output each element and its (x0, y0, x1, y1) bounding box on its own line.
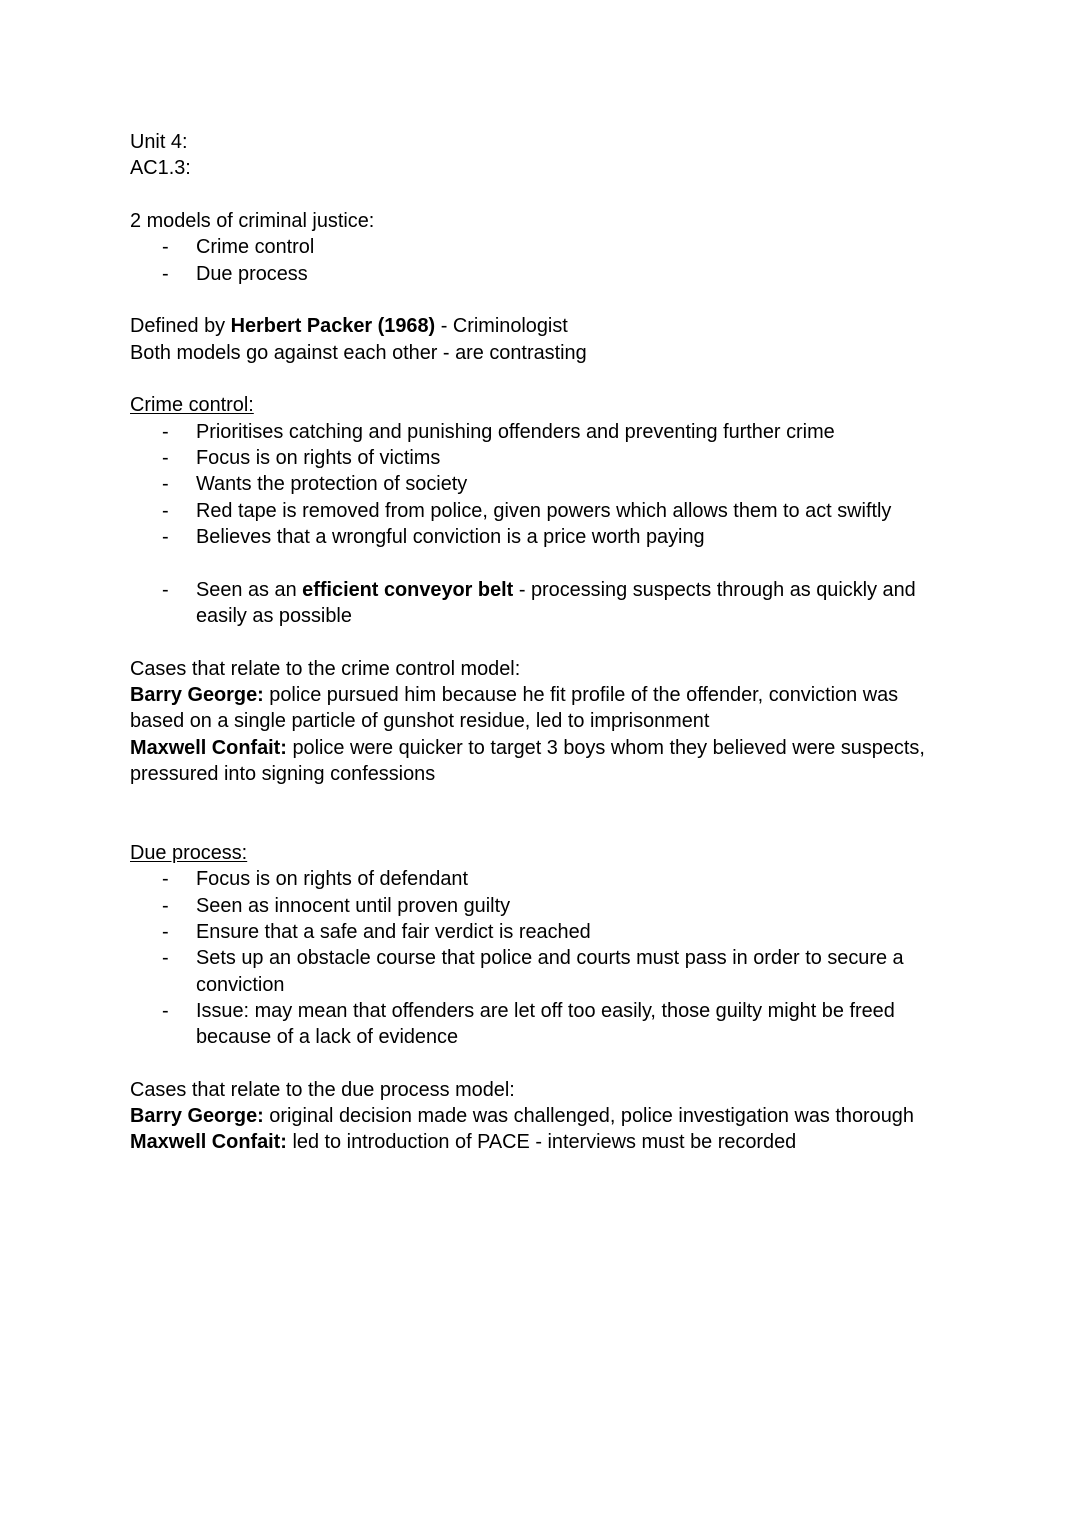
list-item-text: Due process (196, 262, 308, 285)
models-heading: 2 models of criminal justice: (130, 209, 375, 232)
contrast-line: Both models go against each other - are contrasting (130, 341, 587, 364)
list-item-text: Believes that a wrongful conviction is a price worth paying (196, 525, 705, 548)
crime-control-cases-heading: Cases that relate to the crime control model: (130, 657, 521, 680)
dash-marker: - (162, 947, 169, 970)
dash-marker: - (162, 894, 169, 917)
list-item-text: Ensure that a safe and fair verdict is reached (196, 920, 591, 943)
dash-marker: - (162, 578, 169, 601)
dash-marker: - (162, 262, 169, 285)
dash-marker: - (162, 525, 169, 548)
models-list (130, 234, 950, 287)
case-text: led to introduction of PACE - interviews must be recorded (286, 1131, 797, 1154)
case-text: original decision made was challenged, police investigation was thorough (263, 1105, 914, 1128)
definition-line (130, 313, 950, 339)
dash-marker: - (162, 999, 169, 1022)
assessment-criterion-label: AC1.3: (130, 157, 191, 180)
list-item (130, 866, 950, 892)
case-text: police were quicker to target 3 boys whom they believed were suspects, pressured into signing confessions (130, 736, 925, 785)
due-process-cases-heading: Cases that relate to the due process model: (130, 1078, 515, 1101)
document-body (130, 129, 950, 1156)
due-process-heading: Due process: (130, 841, 248, 864)
case-text: police pursued him because he fit profile of the offender, conviction was based on a single particle of gunshot residue, led to imprisonment (130, 683, 899, 733)
dash-marker: - (162, 446, 169, 469)
blank-line (130, 814, 950, 840)
list-item (130, 498, 950, 524)
list-item (130, 419, 950, 445)
conveyor-suffix: - processing suspects through as quickly and easily as possible (196, 578, 916, 627)
dash-marker: - (162, 868, 169, 891)
dash-marker: - (162, 920, 169, 943)
conveyor-prefix: Seen as an (196, 578, 303, 601)
list-item-text: Seen as innocent until proven guilty (196, 894, 511, 917)
blank-line (130, 1050, 950, 1076)
case-name: Maxwell Confait: (130, 736, 287, 759)
definition-suffix: - Criminologist (435, 315, 568, 338)
list-item (130, 893, 950, 919)
blank-line (130, 550, 950, 576)
definition-author: Herbert Packer (1968) (230, 315, 436, 338)
blank-line (130, 787, 950, 813)
list-item-text: Crime control (196, 236, 315, 259)
blank-line (130, 182, 950, 208)
blank-line (130, 366, 950, 392)
case-entry (130, 1129, 950, 1155)
list-item (130, 234, 950, 260)
crime-control-points (130, 419, 950, 551)
list-item-text: Sets up an obstacle course that police and courts must pass in order to secure a conviction (196, 947, 904, 996)
case-name: Maxwell Confait: (130, 1131, 287, 1154)
list-item (130, 445, 950, 471)
list-item (130, 998, 950, 1051)
crime-control-section (130, 392, 950, 418)
conveyor-emphasis: efficient conveyor belt (302, 578, 514, 601)
blank-line (130, 629, 950, 655)
case-entry (130, 682, 950, 735)
dash-marker: - (162, 236, 169, 259)
due-process-section (130, 840, 950, 866)
definition-prefix: Defined by (130, 315, 231, 338)
list-item-text: Wants the protection of society (196, 473, 468, 496)
list-item-text: Red tape is removed from police, given powers which allows them to act swiftly (196, 499, 892, 522)
case-name: Barry George: (130, 1105, 264, 1128)
case-entry (130, 1103, 950, 1129)
case-entry (130, 735, 950, 788)
list-item-text: Prioritises catching and punishing offenders and preventing further crime (196, 420, 835, 443)
list-item-text: Focus is on rights of defendant (196, 868, 469, 891)
list-item-text: Issue: may mean that offenders are let off too easily, those guilty might be freed because of a lack of evidence (196, 999, 895, 1049)
list-item (130, 919, 950, 945)
list-item (130, 945, 950, 998)
list-item (130, 261, 950, 287)
list-item (130, 471, 950, 497)
list-item (130, 577, 950, 630)
list-item-text: Focus is on rights of victims (196, 446, 441, 469)
dash-marker: - (162, 420, 169, 443)
crime-control-heading: Crime control: (130, 394, 254, 417)
dash-marker: - (162, 473, 169, 496)
due-process-points (130, 866, 950, 1050)
dash-marker: - (162, 499, 169, 522)
conveyor-belt-point (130, 577, 950, 630)
case-name: Barry George: (130, 683, 264, 706)
blank-line (130, 287, 950, 313)
list-item (130, 524, 950, 550)
unit-label: Unit 4: (130, 131, 188, 153)
